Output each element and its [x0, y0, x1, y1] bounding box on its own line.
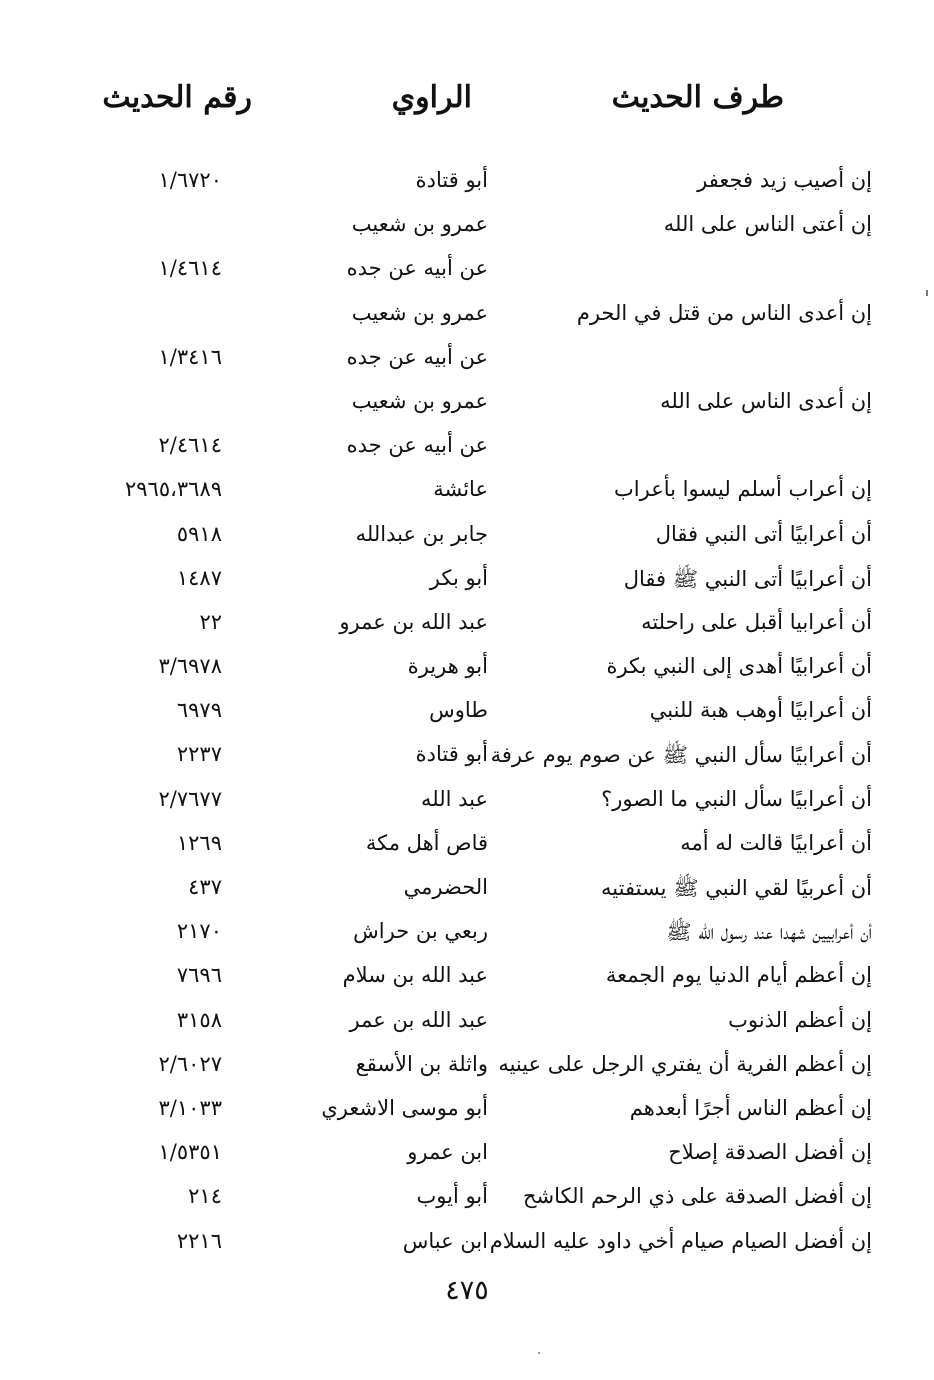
hadith-text: أن أعرابيًا قالت له أمه	[680, 830, 872, 855]
narrator-name: ابن عمرو	[407, 1140, 488, 1165]
table-row	[0, 955, 934, 999]
narrator-name: طاوس	[429, 698, 488, 723]
hadith-number: ١/٦٧٢٠	[158, 168, 222, 192]
table-row	[0, 425, 934, 469]
hadith-number: ٢٢	[199, 609, 222, 634]
hadith-number: ٧٦٩٦	[176, 963, 222, 988]
table-header	[0, 80, 934, 130]
table-row	[0, 1176, 934, 1220]
table-row	[0, 1088, 934, 1132]
hadith-text: إن أعظم الناس أجرًا أبعدهم	[629, 1095, 872, 1120]
table-row	[0, 248, 934, 292]
hadith-number: ٣١٥٨	[176, 1007, 222, 1032]
table-row	[0, 337, 934, 381]
narrator-name: أبو بكر	[429, 565, 488, 590]
hadith-column-heading: طرف الحديث	[611, 80, 784, 115]
table-row	[0, 646, 934, 690]
table-row	[0, 204, 934, 248]
hadith-number: ٢٩٦٥،٣٦٨٩	[124, 477, 222, 502]
narrator-name: عبد الله بن سلام	[342, 963, 488, 988]
narrator-name: عبد الله بن عمر	[349, 1007, 488, 1032]
hadith-text: أن أعرابيًا أتى النبي فقال	[655, 521, 872, 546]
hadith-number: ٢١٧٠	[176, 919, 222, 944]
hadith-text: إن أعدى الناس على الله	[660, 388, 872, 413]
hadith-number: ٢١٤	[188, 1184, 222, 1209]
page-number: ٤٧٥	[445, 1275, 489, 1306]
narrator-name: أبو قتادة	[415, 168, 488, 192]
table-row	[0, 1132, 934, 1176]
hadith-number: ١٤٨٧	[176, 565, 222, 590]
hadith-text: أن أعرابيًا سأل النبي ﷺ عن صوم يوم عرفة	[490, 743, 872, 768]
table-row	[0, 1000, 934, 1044]
narrator-name: عن أبيه عن جده	[346, 344, 488, 369]
hadith-number: ٢/٦٠٢٧	[158, 1051, 222, 1076]
hadith-text: إن أعظم أيام الدنيا يوم الجمعة	[605, 963, 872, 988]
narrator-name: جابر بن عبدالله	[355, 521, 488, 546]
hadith-text: إن أصيب زيد فجعفر	[697, 168, 872, 192]
table-row	[0, 734, 934, 778]
hadith-index-table	[0, 160, 934, 1265]
narrator-name: أبو هريرة	[407, 654, 488, 679]
hadith-text: إن أفضل الصدقة على ذي الرحم الكاشح	[523, 1184, 872, 1209]
hadith-number: ٢٢٣٧	[176, 742, 222, 767]
hadith-number: ٣/١٠٣٣	[158, 1095, 222, 1120]
hadith-number: ١٢٦٩	[176, 830, 222, 855]
hadith-number: ٣/٦٩٧٨	[158, 654, 222, 679]
narrator-column-heading: الراوي	[391, 80, 472, 115]
narrator-name: عن أبيه عن جده	[346, 256, 488, 281]
table-row	[0, 1044, 934, 1088]
table-row	[0, 867, 934, 911]
hadith-number: ٥٩١٨	[176, 521, 222, 546]
narrator-name: ابن عباس	[402, 1228, 488, 1253]
narrator-name: ربعي بن حراش	[353, 919, 488, 944]
hadith-text: إن أعظم الذنوب	[728, 1007, 872, 1032]
hadith-text: أن أعرابيين شهدا عند رسول الله ﷺ	[666, 920, 872, 945]
narrator-name: الحضرمي	[403, 875, 488, 899]
narrator-name: قاص أهل مكة	[365, 830, 488, 855]
table-row	[0, 160, 934, 204]
hadith-text: إن أعدى الناس من قتل في الحرم	[576, 300, 872, 325]
narrator-name: عبد الله	[420, 786, 488, 811]
table-row	[0, 293, 934, 337]
hadith-text: إن أفضل الصيام صيام أخي داود عليه السلام	[489, 1228, 872, 1253]
hadith-text: إن أعتى الناس على الله	[663, 212, 872, 237]
hadith-text: أن أعرابيا أقبل على راحلته	[641, 609, 872, 634]
narrator-name: عبد الله بن عمرو	[339, 609, 488, 634]
scan-speck	[538, 1352, 540, 1354]
hadith-number-column-heading: رقم الحديث	[102, 80, 252, 115]
hadith-number: ٤٣٧	[188, 875, 222, 899]
hadith-text: إن أفضل الصدقة إصلاح	[668, 1140, 872, 1165]
table-row	[0, 514, 934, 558]
table-row	[0, 779, 934, 823]
hadith-number: ٢/٧٦٧٧	[158, 786, 222, 811]
narrator-name: عمرو بن شعيب	[351, 388, 488, 413]
narrator-name: أبو موسى الاشعري	[321, 1095, 488, 1120]
table-row	[0, 381, 934, 425]
hadith-number: ٢/٤٦١٤	[158, 433, 222, 458]
table-row	[0, 602, 934, 646]
table-row	[0, 823, 934, 867]
hadith-text: أن أعربيًا لقي النبي ﷺ يستفتيه	[601, 876, 872, 900]
hadith-number: ١/٣٤١٦	[158, 344, 222, 369]
narrator-name: أبو قتادة	[415, 742, 488, 767]
margin-mark	[926, 290, 928, 296]
hadith-text: أن أعرابيًا أتى النبي ﷺ فقال	[623, 566, 872, 591]
table-row	[0, 690, 934, 734]
hadith-number: ١/٥٣٥١	[158, 1140, 222, 1165]
hadith-number: ٢٢١٦	[176, 1228, 222, 1253]
table-row	[0, 558, 934, 602]
table-row	[0, 911, 934, 955]
hadith-text: إن أعراب أسلم ليسوا بأعراب	[614, 477, 872, 502]
narrator-name: عائشة	[433, 477, 488, 502]
narrator-name: واثلة بن الأسقع	[355, 1051, 488, 1076]
hadith-text: إن أعظم الفرية أن يفتري الرجل على عينيه	[498, 1051, 872, 1076]
narrator-name: عمرو بن شعيب	[351, 212, 488, 237]
table-row	[0, 469, 934, 513]
hadith-text: أن أعرابيًا سأل النبي ما الصور؟	[601, 786, 872, 811]
hadith-text: أن أعرابيًا أهدى إلى النبي بكرة	[606, 654, 872, 679]
hadith-number: ١/٤٦١٤	[158, 256, 222, 281]
narrator-name: عن أبيه عن جده	[346, 433, 488, 458]
hadith-text: أن أعرابيًا أوهب هبة للنبي	[649, 698, 872, 723]
table-row	[0, 1221, 934, 1265]
hadith-number: ٦٩٧٩	[176, 698, 222, 723]
narrator-name: أبو أيوب	[416, 1184, 488, 1209]
narrator-name: عمرو بن شعيب	[351, 300, 488, 325]
